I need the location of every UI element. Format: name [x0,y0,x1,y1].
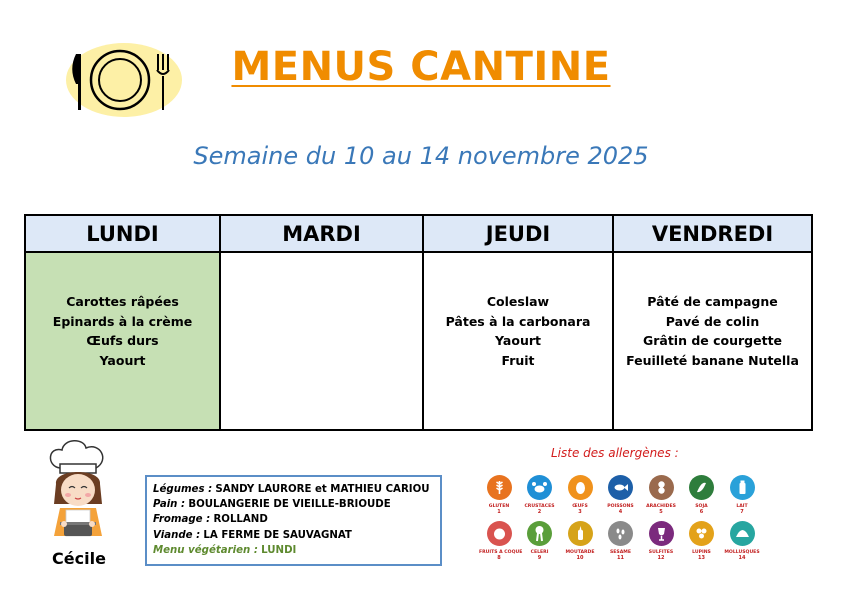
supplier-label: Fromage : [153,514,211,526]
allergen-œufs [560,475,600,515]
allergen-fruits-a-coque [479,521,523,561]
supplier-value: BOULANGERIE DE VIEILLE-BRIOUDE [188,499,391,511]
allergen-number: 10 [576,555,584,561]
lupin-icon [689,521,714,546]
dish: Œufs durs [86,333,159,348]
wheat-icon [487,475,512,500]
supplier-label: Viande : [153,529,201,541]
allergen-number: 2 [537,509,542,515]
allergen-name: SESAME [609,550,632,555]
chef-illustration-icon [40,438,116,542]
day-header-friday: VENDREDI [614,216,811,253]
allergen-name: ŒUFS [572,504,588,509]
allergen-moutarde [560,521,600,561]
allergen-gluten [479,475,519,515]
allergen-name: FRUITS A COQUE [479,550,523,555]
week-subtitle: Semaine du 10 au 14 novembre 2025 [193,142,649,170]
crab-icon [527,475,552,500]
supplier-row [153,497,434,512]
allergen-name: MOUTARDE [565,550,595,555]
supplier-value: LA FERME DE SAUVAGNAT [203,529,352,541]
supplier-value: LUNDI [261,544,297,556]
allergen-name: POISSONS [607,504,634,509]
chef-name: Cécile [52,549,106,568]
dish: Pâté de campagne [647,294,778,309]
allergen-lupins [682,521,722,561]
allergen-number: 8 [497,555,501,561]
allergen-poissons [601,475,641,515]
fish-icon [608,475,633,500]
dish: Fruit [501,352,535,368]
nut-icon [487,521,512,546]
soy-icon [689,475,714,500]
supplier-row [153,528,434,543]
suppliers-box [145,475,442,566]
egg-icon [568,475,593,500]
dish: Pâtes à la carbonara [445,313,591,329]
supplier-label: Menu végétarien : [153,544,258,556]
dish: Yaourt [99,352,146,368]
allergen-number: 9 [537,555,542,561]
dish: Carottes râpées [66,294,179,309]
supplier-row [153,512,434,527]
supplier-label: Légumes : [153,484,213,495]
allergen-name: CELERI [530,550,549,555]
allergen-number: 14 [738,555,746,561]
dish: Epinards à la crème [52,313,193,329]
milk-icon [730,475,755,500]
dish: Grâtin de courgette [642,333,783,348]
sesame-icon [608,521,633,546]
allergen-name: LAIT [736,504,748,509]
day-menu-monday [26,253,221,429]
allergen-name: LUPINS [692,550,711,555]
allergen-soja [682,475,722,515]
celery-icon [527,521,552,546]
page-title: MENUS CANTINE [231,44,611,90]
dish: Pavé de colin [665,313,760,329]
shell-icon [730,521,755,546]
allergen-name: GLUTEN [488,504,510,509]
dish: Yaourt [495,333,541,348]
day-header-monday: LUNDI [26,216,221,253]
allergen-number: 4 [618,509,623,515]
allergen-mollusques [722,521,762,561]
sulfite-icon [649,521,674,546]
allergen-sulfites [641,521,681,561]
allergen-number: 11 [617,555,624,561]
day-menu-thursday [424,253,614,429]
allergens-title: Liste des allergènes : [551,446,679,460]
day-menu-friday [614,253,811,429]
allergen-number: 6 [699,509,704,515]
allergen-name: SULFITES [648,550,674,555]
allergen-number: 3 [578,509,582,515]
allergen-number: 5 [659,509,663,515]
allergen-name: CRUSTACES [524,504,555,509]
day-header-thursday: JEUDI [424,216,614,253]
peanut-icon [649,475,674,500]
allergen-crustaces [520,475,560,515]
dish: Coleslaw [486,294,550,309]
allergen-name: MOLLUSQUES [724,550,760,555]
supplier-value: SANDY LAURORE et MATHIEU CARIOU [215,484,430,495]
dish: Feuilleté banane Nutella [626,352,799,368]
allergen-number: 13 [698,555,705,561]
supplier-row [153,482,434,497]
menu-table [24,214,813,431]
allergen-name: ARACHIDES [646,504,676,509]
vegetarian-menu-row [153,543,434,558]
allergen-lait [722,475,762,515]
supplier-value: ROLLAND [213,514,268,526]
allergen-sesame [601,521,641,561]
allergen-arachides [641,475,681,515]
allergen-celeri [520,521,560,561]
mustard-icon [568,521,593,546]
day-menu-tuesday [221,253,424,429]
allergen-number: 12 [657,555,665,561]
day-header-tuesday: MARDI [221,216,424,253]
allergen-number: 1 [497,509,501,515]
allergen-name: SOJA [695,504,708,509]
supplier-label: Pain : [153,499,186,511]
allergen-number: 7 [740,509,744,515]
